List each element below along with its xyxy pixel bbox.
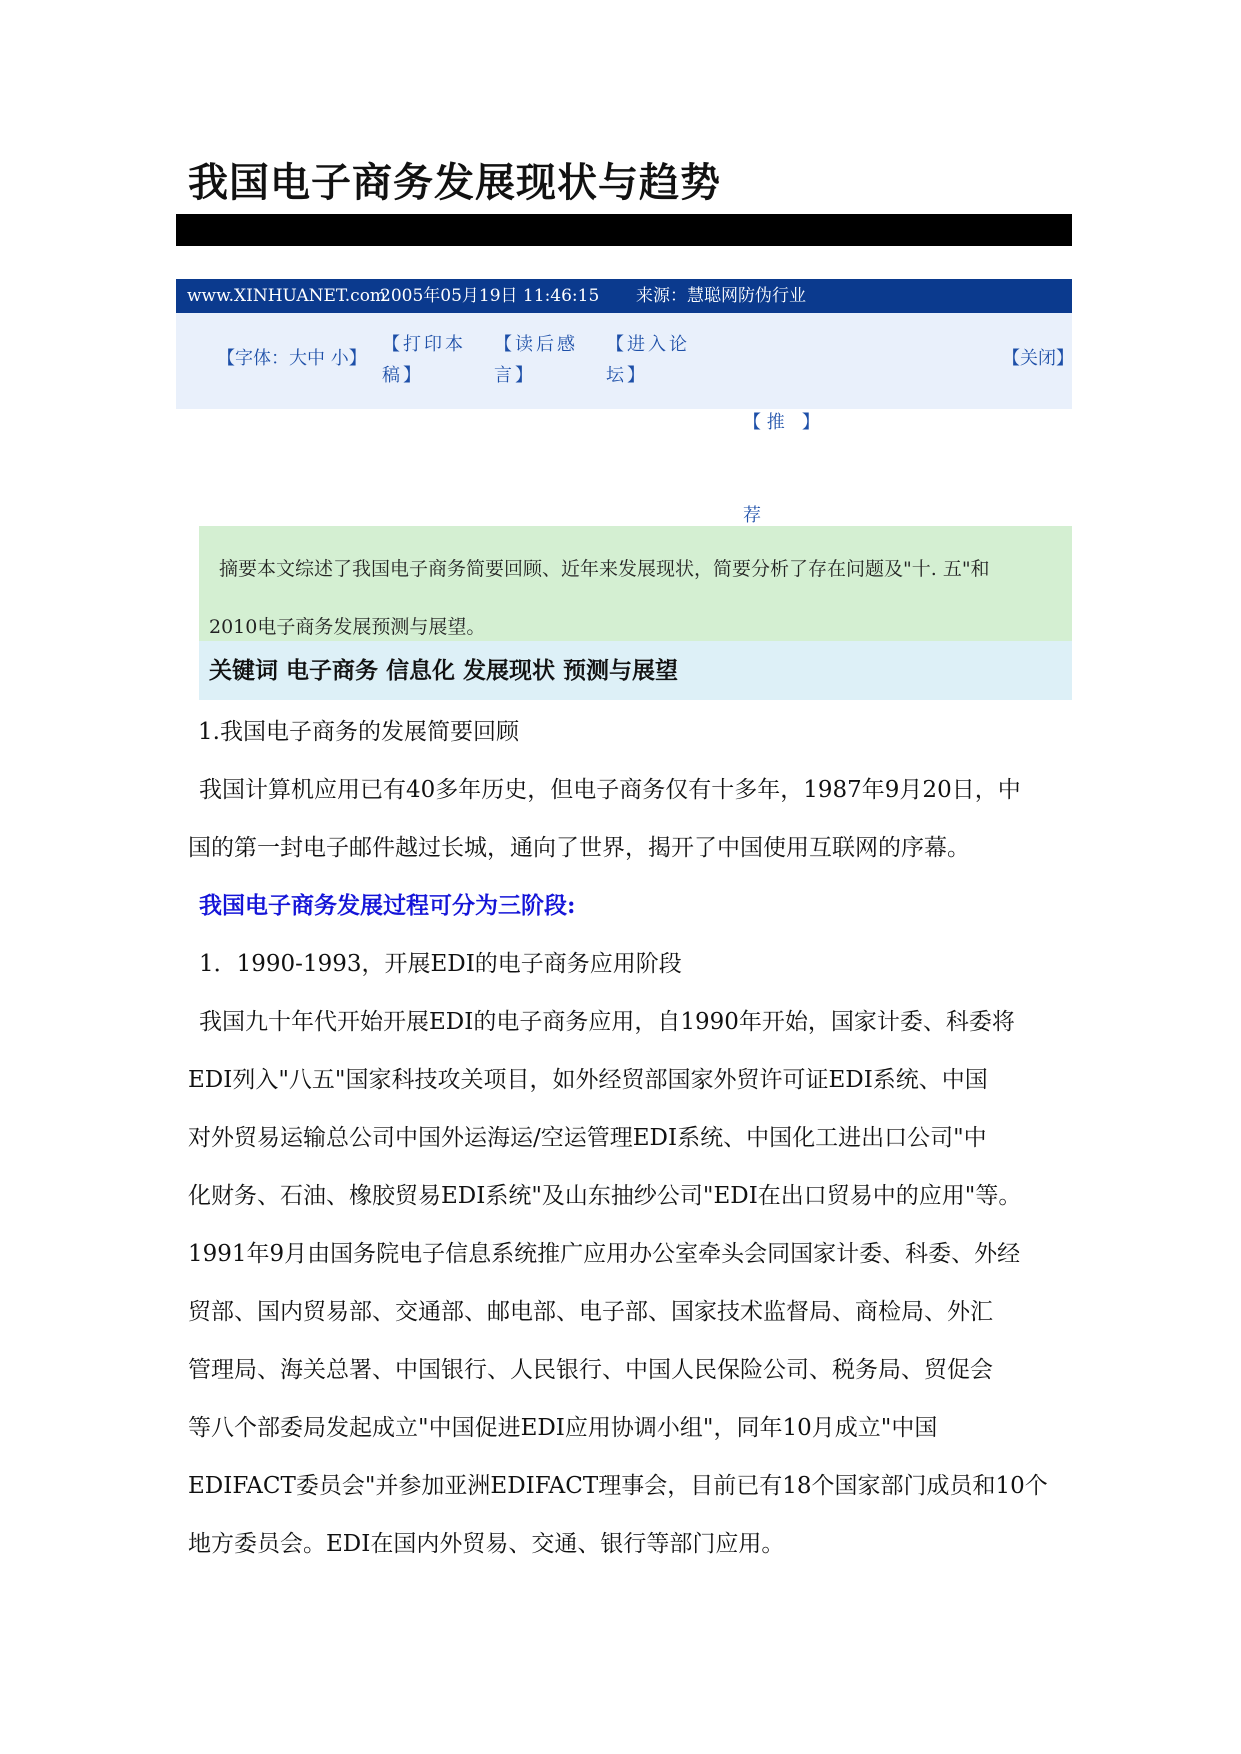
forum-link-line1: 【进入论 xyxy=(606,334,690,355)
paragraph-2-line-7: 管理局、海关总署、中国银行、人民银行、中国人民保险公司、税务局、贸促会 xyxy=(188,1357,993,1383)
stage-1-title: 1．1990-1993，开展EDI的电子商务应用阶段 xyxy=(199,951,682,977)
paragraph-2-line-6: 贸部、国内贸易部、交通部、邮电部、电子部、国家技术监督局、商检局、外汇 xyxy=(188,1299,993,1325)
page-title: 我国电子商务发展现状与趋势 xyxy=(188,159,721,206)
paragraph-2-line-3: 对外贸易运输总公司中国外运海运/空运管理EDI系统、中国化工进出口公司"中 xyxy=(188,1125,987,1151)
paragraph-2-line-10: 地方委员会。EDI在国内外贸易、交通、银行等部门应用。 xyxy=(188,1531,785,1557)
paragraph-2-line-5: 1991年9月由国务院电子信息系统推广应用办公室牵头会同国家计委、科委、外经 xyxy=(188,1241,1021,1267)
forum-link-line2: 坛】 xyxy=(606,365,648,386)
paragraph-2-line-4: 化财务、石油、橡胶贸易EDI系统"及山东抽纱公司"EDI在出口贸易中的应用"等。 xyxy=(188,1183,1022,1209)
comment-link[interactable] xyxy=(494,329,578,391)
recommend-link-line1: 【 推 】 xyxy=(743,412,820,433)
forum-link[interactable] xyxy=(606,329,690,391)
print-link-line2: 稿】 xyxy=(382,365,424,386)
comment-link-line2: 言】 xyxy=(494,365,536,386)
paragraph-1-line-1: 我国计算机应用已有40多年历史，但电子商务仅有十多年，1987年9月20日，中 xyxy=(199,777,1021,803)
article-toolbar xyxy=(176,313,1074,526)
abstract-box xyxy=(199,526,1072,641)
abstract-line-2: 2010电子商务发展预测与展望。 xyxy=(209,616,486,638)
paragraph-2-line-8: 等八个部委局发起成立"中国促进EDI应用协调小组"，同年10月成立"中国 xyxy=(188,1415,938,1441)
title-divider-bar xyxy=(176,214,1072,246)
stages-heading: 我国电子商务发展过程可分为三阶段: xyxy=(199,892,576,919)
article-source: 来源：慧聪网防伪行业 xyxy=(636,286,806,306)
keywords-box xyxy=(199,641,1072,700)
paragraph-2-line-9: EDIFACT委员会"并参加亚洲EDIFACT理事会，目前已有18个国家部门成员和10个 xyxy=(188,1473,1048,1499)
article-meta-bar xyxy=(176,279,1072,313)
font-size-switch[interactable]: 【字体：大中 小】 xyxy=(217,348,367,369)
abstract-line-1: 摘要本文综述了我国电子商务简要回顾、近年来发展现状，简要分析了存在问题及"十. 五"和 xyxy=(219,558,990,580)
section-title: 1.我国电子商务的发展简要回顾 xyxy=(198,719,519,745)
print-link[interactable] xyxy=(382,329,466,391)
paragraph-1-line-2: 国的第一封电子邮件越过长城，通向了世界，揭开了中国使用互联网的序幕。 xyxy=(188,835,970,861)
comment-link-line1: 【读后感 xyxy=(494,334,578,355)
keywords-text: 关键词 电子商务 信息化 发展现状 预测与展望 xyxy=(209,657,679,684)
paragraph-2-line-1: 我国九十年代开始开展EDI的电子商务应用，自1990年开始，国家计委、科委将 xyxy=(199,1009,1015,1035)
paragraph-2-line-2: EDI列入"八五"国家科技攻关项目，如外经贸部国家外贸许可证EDI系统、中国 xyxy=(188,1067,988,1093)
recommend-link-line2: 荐 xyxy=(743,505,761,526)
site-name: www.XINHUANET.com xyxy=(187,286,387,306)
print-link-line1: 【打印本 xyxy=(382,334,466,355)
publish-datetime: 2005年05月19日 11:46:15 xyxy=(380,286,600,306)
close-link[interactable]: 【关闭】 xyxy=(1002,348,1074,369)
